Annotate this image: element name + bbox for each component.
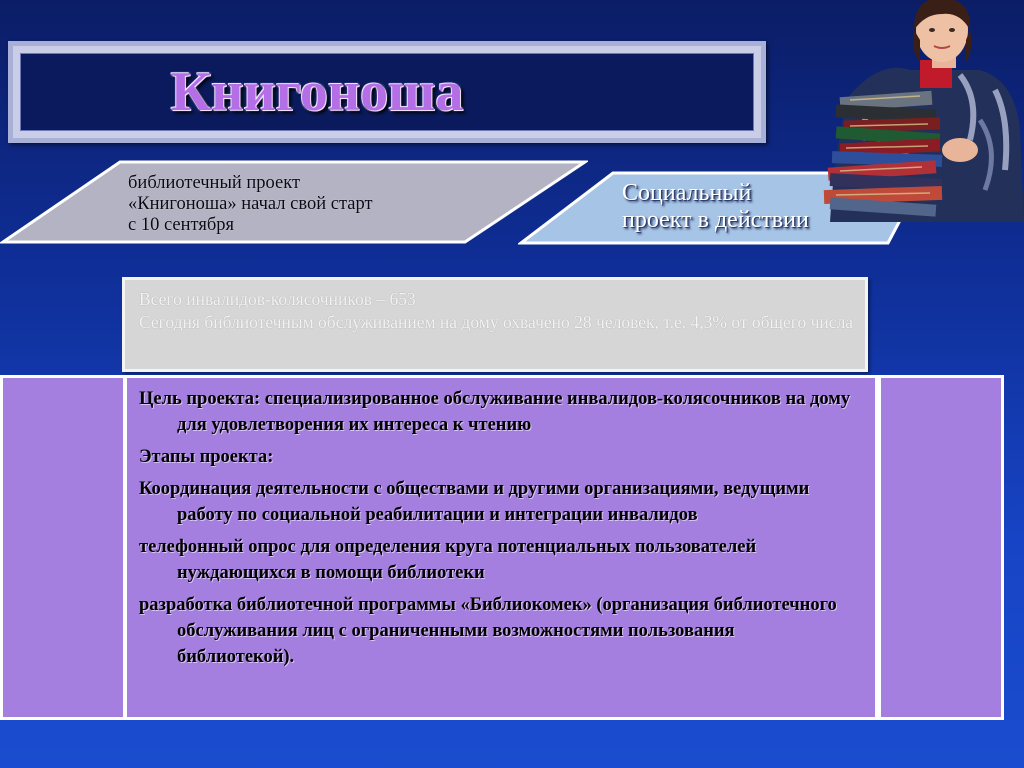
statistics-box [122, 277, 868, 372]
project-start-banner [0, 159, 588, 245]
stage-item: Координация деятельности с обществами и другими организациями, ведущими работу по социальной реабилитации и интеграции инвалидов [139, 479, 810, 525]
social-project-text: Социальный проект в действии [622, 180, 809, 233]
right-side-panel [878, 375, 1004, 720]
stats-total-line: Всего инвалидов-колясочников – 653 [139, 289, 416, 309]
stats-served-line: Сегодня библиотечным обслуживанием на дому охвачено 28 человек, т.е. 4,3% от общего числа [139, 312, 854, 332]
stage-item: телефонный опрос для определения круга потенциальных пользователей нуждающихся в помощи библиотеки [139, 537, 757, 583]
title-frame [8, 41, 766, 143]
stages-heading: Этапы проекта: [139, 447, 274, 467]
title-inner [20, 53, 754, 131]
slide-title: Книгоноша [170, 61, 464, 123]
project-details-panel [124, 375, 878, 720]
project-goal: Цель проекта: специализированное обслуживание инвалидов-колясочников на дому для удовлетворения их интереса к чтению [139, 389, 851, 435]
stage-item: разработка библиотечной программы «Библиокомек» (организация библиотечного обслуживания лиц с ограниченными возможностями пользования библиотекой). [139, 595, 837, 667]
woman-with-book-stack-icon [810, 0, 1024, 222]
left-side-panel [0, 375, 126, 720]
project-start-text: библиотечный проект «Книгоноша» начал свой старт с 10 сентября [128, 173, 373, 235]
